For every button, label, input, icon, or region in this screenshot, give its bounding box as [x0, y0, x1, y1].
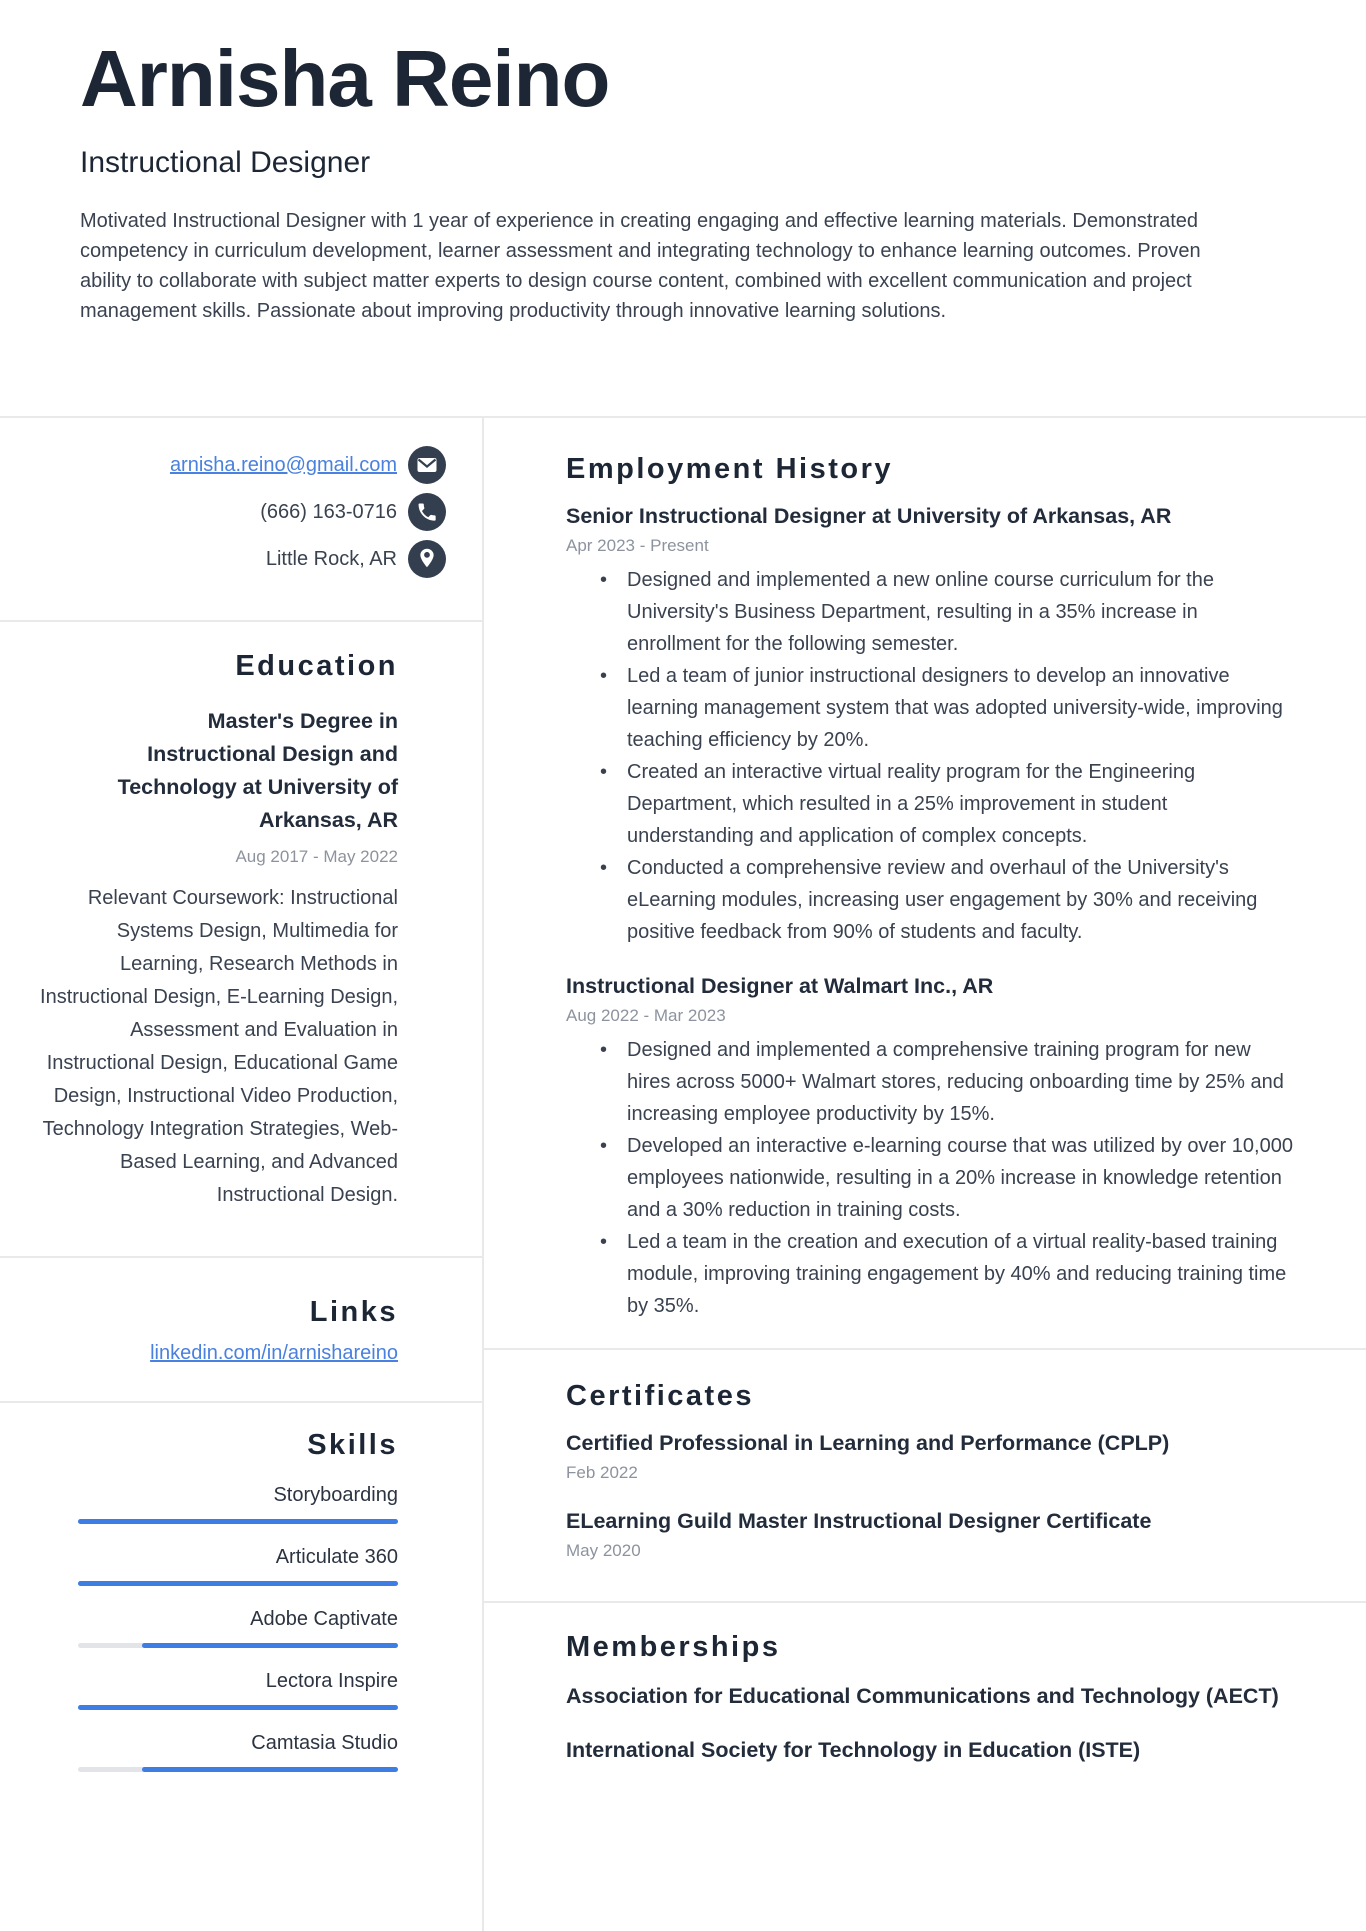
linkedin-link[interactable]: linkedin.com/in/arnishareino	[150, 1342, 398, 1364]
profile-summary: Motivated Instructional Designer with 1 year of experience in creating engaging and effective learning materials. Demonstrated competency in curriculum development, learner assessment and integrating technology to enhance learning outcomes. Proven ability to collaborate with subject matter experts to design course content, combined with excellent communication and project management skills. Passionate about improving productivity through innovative learning solutions.	[80, 209, 1201, 322]
job-bullet: • Led a team of junior instructional designers to develop an innovative learning management system that was adopted university-wide, improving teaching efficiency by 20%.	[566, 660, 1296, 756]
skill-level-fill	[142, 1643, 398, 1648]
skill-level-fill	[78, 1519, 398, 1524]
email-link-wrap	[170, 454, 397, 477]
certificate-title: ELearning Guild Master Instructional Designer Certificate	[566, 1509, 1152, 1533]
skill-item	[40, 1483, 398, 1524]
contact-phone-row	[20, 493, 446, 531]
phone-number: (666) 163-0716	[260, 500, 397, 523]
certificate-date: Feb 2022	[566, 1463, 638, 1482]
person-job-title: Instructional Designer	[80, 145, 371, 179]
certificate-date: May 2020	[566, 1541, 641, 1560]
skill-item	[40, 1607, 398, 1648]
skill-item	[40, 1731, 398, 1772]
job-title: Instructional Designer at Walmart Inc., AR	[566, 974, 994, 998]
contact-section	[0, 418, 482, 622]
skills-heading: Skills	[307, 1429, 398, 1461]
phone-icon	[408, 493, 446, 531]
links-section	[0, 1258, 482, 1403]
certificate-entry	[566, 1429, 1296, 1483]
skill-name: Storyboarding	[273, 1484, 398, 1506]
skill-item	[40, 1669, 398, 1710]
job-title: Senior Instructional Designer at University of Arkansas, AR	[566, 504, 1172, 528]
skill-level-bar	[78, 1767, 398, 1772]
location-pin-icon	[408, 540, 446, 578]
education-degree: Master's Degree in Instructional Design and Technology at University of Arkansas, AR	[117, 709, 398, 832]
education-heading: Education	[235, 650, 398, 682]
education-dates: Aug 2017 - May 2022	[235, 847, 398, 866]
job-bullet: • Designed and implemented a comprehensive training program for new hires across 5000+ Walmart stores, reducing onboarding time by 25% and increasing employee productivity by 15%.	[566, 1034, 1296, 1130]
certificates-heading: Certificates	[566, 1380, 754, 1412]
resume-header	[0, 0, 1366, 418]
education-section	[0, 622, 482, 1258]
membership-title: International Society for Technology in Education (ISTE)	[566, 1738, 1141, 1762]
skill-level-bar	[78, 1581, 398, 1586]
memberships-heading: Memberships	[566, 1631, 781, 1663]
memberships-section	[484, 1603, 1366, 1796]
job-bullet: • Developed an interactive e-learning course that was utilized by over 10,000 employees nationwide, resulting in a 20% increase in knowledge retention and a 30% reduction in training costs.	[566, 1130, 1296, 1226]
skill-level-fill	[78, 1581, 398, 1586]
job-entry	[566, 972, 1296, 1322]
certificate-title: Certified Professional in Learning and Performance (CPLP)	[566, 1431, 1170, 1455]
membership-entry	[566, 1680, 1296, 1712]
certificate-entry	[566, 1507, 1296, 1561]
employment-history-section	[484, 418, 1366, 1350]
certificates-section	[484, 1350, 1366, 1603]
skill-level-fill	[142, 1767, 398, 1772]
education-coursework: Relevant Coursework: Instructional Systems Design, Multimedia for Learning, Research Methods in Instructional Design, E-Learning Design, Assessment and Evaluation in Instructional Design, Educational Game Design, Instructional Video Production, Technology Integration Strategies, Web-Based Learning, and Advanced Instructional Design.	[40, 887, 398, 1206]
job-bullet-list	[566, 1034, 1296, 1322]
contact-email-row	[20, 446, 446, 484]
skill-level-fill	[78, 1705, 398, 1710]
sidebar	[0, 418, 484, 1931]
job-bullet: • Created an interactive virtual reality program for the Engineering Department, which resulted in a 25% improvement in student understanding and application of complex concepts.	[566, 756, 1296, 852]
skill-item	[40, 1545, 398, 1586]
contact-location-row	[20, 540, 446, 578]
skill-name: Adobe Captivate	[250, 1608, 398, 1630]
skill-level-bar	[78, 1705, 398, 1710]
membership-title: Association for Educational Communications and Technology (AECT)	[566, 1684, 1279, 1708]
job-bullet-list	[566, 564, 1296, 948]
person-name: Arnisha Reino	[80, 34, 610, 123]
job-bullet: • Led a team in the creation and execution of a virtual reality-based training module, improving training engagement by 40% and reducing training time by 35%.	[566, 1226, 1296, 1322]
job-bullet: • Designed and implemented a new online course curriculum for the University's Business Department, resulting in a 35% increase in enrollment for the following semester.	[566, 564, 1296, 660]
employment-history-heading: Employment History	[566, 453, 893, 485]
job-bullet: • Conducted a comprehensive review and overhaul of the University's eLearning modules, increasing user engagement by 30% and receiving positive feedback from 90% of students and faculty.	[566, 852, 1296, 948]
skill-name: Camtasia Studio	[251, 1732, 398, 1754]
main-column	[484, 418, 1366, 1931]
job-dates: Apr 2023 - Present	[566, 536, 709, 555]
email-link[interactable]: arnisha.reino@gmail.com	[169, 453, 397, 476]
links-heading: Links	[309, 1296, 398, 1328]
location-text: Little Rock, AR	[265, 547, 397, 570]
skill-name: Articulate 360	[275, 1546, 398, 1568]
link-item	[40, 1342, 398, 1365]
job-entry	[566, 502, 1296, 948]
job-dates: Aug 2022 - Mar 2023	[566, 1006, 726, 1025]
skill-level-bar	[78, 1519, 398, 1524]
email-icon	[408, 446, 446, 484]
skill-level-bar	[78, 1643, 398, 1648]
skill-name: Lectora Inspire	[265, 1670, 398, 1692]
resume-body	[0, 418, 1366, 1931]
skills-section	[0, 1403, 482, 1812]
membership-entry	[566, 1734, 1296, 1766]
